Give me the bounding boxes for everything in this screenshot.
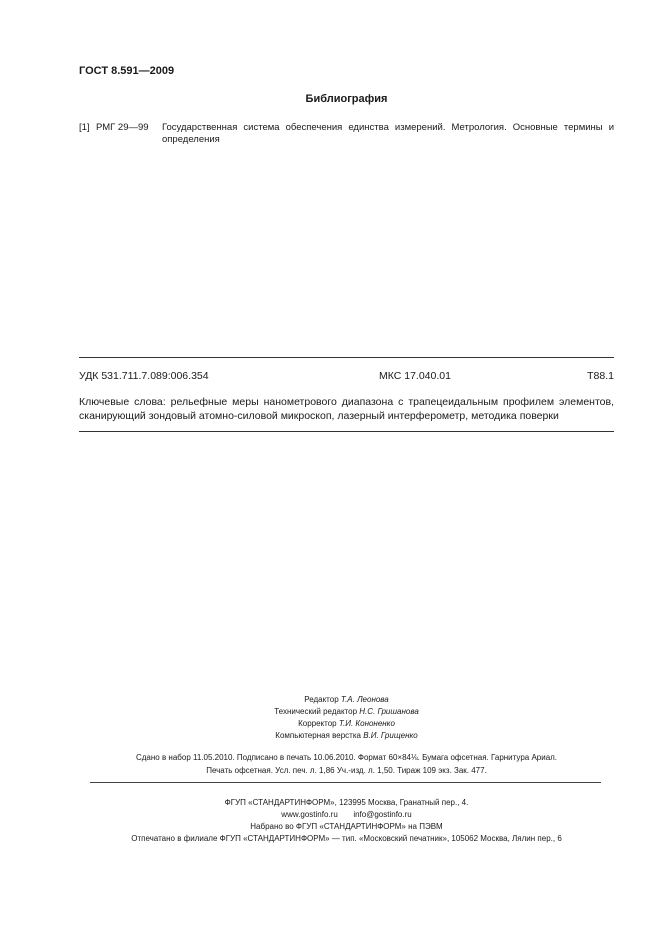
divider-keywords <box>79 431 614 432</box>
publication-line-1: Сдано в набор 11.05.2010. Подписано в печать 10.06.2010. Формат 60×84⅛. Бумага офсетная. Гарнитура Ариал. <box>135 753 558 762</box>
editor-role: Редактор <box>304 695 339 704</box>
layout-role: Компьютерная верстка <box>275 731 361 740</box>
tech-editor-line <box>0 706 661 718</box>
typeset-note: Набрано во ФГУП «СТАНДАРТИНФОРМ» на ПЭВМ <box>250 822 443 831</box>
udk-code: УДК 531.711.7.089:006.354 <box>79 370 209 382</box>
layout-line <box>0 730 661 742</box>
corrector-line <box>0 718 661 730</box>
reference-text: Государственная система обеспечения единства измерений. Метрология. Основные термины и определения <box>162 122 614 145</box>
document-header: ГОСТ 8.591—2009 <box>79 65 175 77</box>
publisher-contacts <box>0 809 661 821</box>
layout-name: В.И. Грищенко <box>363 731 418 740</box>
website-link[interactable]: www.gostinfo.ru <box>281 810 338 819</box>
tech-editor-role: Технический редактор <box>274 707 358 716</box>
bibliography-title: Библиография <box>305 93 388 105</box>
editor-name: Т.А. Леонова <box>340 695 389 704</box>
reference-code: РМГ 29—99 <box>96 122 149 133</box>
divider-footer <box>90 782 601 783</box>
reference-number: [1] <box>79 122 90 133</box>
email-link[interactable]: info@gostinfo.ru <box>353 810 412 819</box>
mks-code: МКС 17.040.01 <box>379 370 451 382</box>
classification-code: Т88.1 <box>587 370 614 382</box>
corrector-role: Корректор <box>298 719 337 728</box>
printed-note: Отпечатано в филиале ФГУП «СТАНДАРТИНФОРМ» — тип. «Московский печатник», 105062 Москва, Лялин пер., 6 <box>131 834 562 843</box>
divider-top <box>79 357 614 358</box>
tech-editor-name: Н.С. Гришанова <box>359 707 419 716</box>
publication-line-2: Печать офсетная. Усл. печ. л. 1,86 Уч.-изд. л. 1,50. Тираж 109 экз. Зак. 477. <box>206 766 487 775</box>
keywords: Ключевые слова: рельефные меры нанометрового диапазона с трапецеидальным профилем элементов, сканирующий зондовый атомно-силовой микроскоп, лазерный интерферометр, методика поверки <box>79 396 614 422</box>
corrector-name: Т.И. Кононенко <box>338 719 395 728</box>
editor-line <box>0 694 661 706</box>
publisher-address: ФГУП «СТАНДАРТИНФОРМ», 123995 Москва, Гранатный пер., 4. <box>224 798 469 807</box>
